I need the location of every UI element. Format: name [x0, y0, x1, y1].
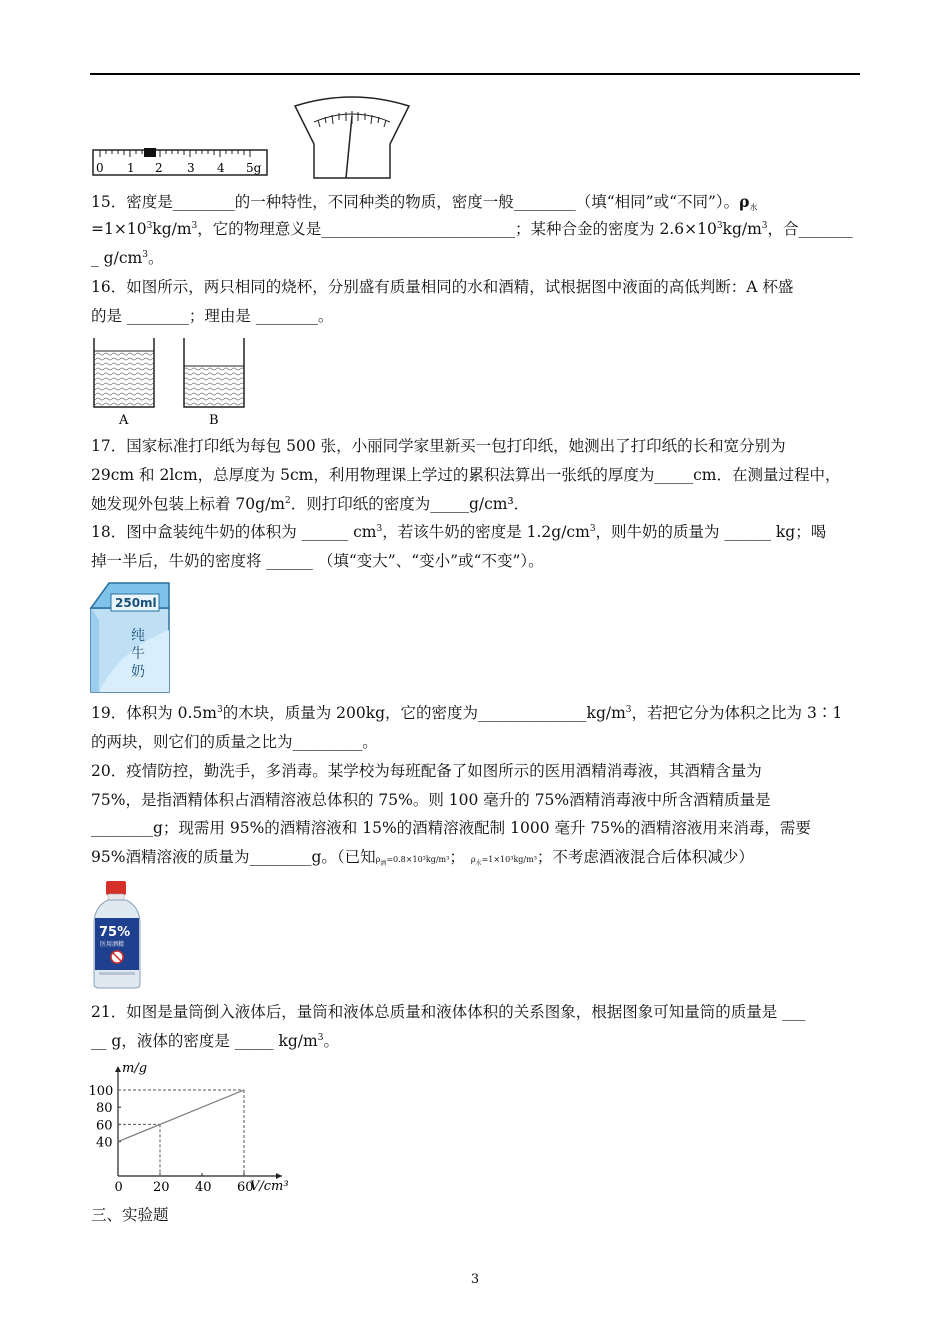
balance-dial-figure	[292, 94, 412, 180]
q17-text-3a: 她发现外包装上标着 70g/m	[91, 495, 285, 513]
sup-exp: 3	[191, 221, 198, 231]
q16-line-2: 的是 ________；理由是 ________。	[91, 307, 334, 325]
sup-exp: 3	[625, 705, 632, 715]
sup-exp: 3	[716, 221, 723, 231]
y-tick-label: 60	[96, 1118, 113, 1134]
balance-ruler-figure	[90, 93, 280, 178]
rho-subscript: 水	[749, 203, 758, 212]
sup-exp: 2	[285, 496, 291, 506]
ruler-body	[93, 150, 267, 175]
carton-char-2: 牛	[131, 646, 145, 662]
q15-line-1	[91, 187, 861, 217]
q18-text-1a: 18．图中盒装纯牛奶的体积为 ______ cm	[91, 523, 377, 541]
beaker-b-liquid	[184, 366, 244, 407]
q19-text-1a: 19．体积为 0.5m	[91, 704, 217, 722]
q19-line-2: 的两块，则它们的质量之比为_________。	[91, 733, 378, 751]
q19-text-1c: 的木块，质量为 200kg，它的密度为______________kg/m	[222, 704, 626, 722]
bottle-cap	[106, 881, 126, 895]
page-number: 3	[470, 1272, 480, 1287]
y-axis-arrow	[115, 1066, 121, 1072]
q21-line-1: 21．如图是量筒倒入液体后，量筒和液体总质量和液体体积的关系图象，根据图象可知量筒的质量是 ___	[91, 1003, 806, 1021]
carton-char-3: 奶	[131, 664, 145, 680]
q20-line-1: 20．疫情防控，勤洗手，多消毒。某学校为每班配备了如图所示的医用酒精消毒液，其酒精含量为	[91, 762, 762, 780]
q20-alcohol-density: =0.8×10³kg/m³	[386, 855, 450, 864]
q15-line-2	[91, 215, 861, 244]
sup-exp: 3	[317, 1033, 324, 1043]
q19-text-1e: ，若把它分为体积之比为 3∶1	[631, 704, 843, 722]
ruler-tick-4: 4	[217, 161, 225, 175]
q21-text-2c: 。	[323, 1032, 339, 1050]
q17-line-1: 17．国家标准打印纸为每包 500 张，小丽同学家里新买一包打印纸，她测出了打印纸的长和宽分别为	[91, 437, 786, 455]
q18-text-1c: ，若该牛奶的密度是 1.2g/cm	[382, 523, 590, 541]
beaker-a-label: A	[119, 413, 129, 428]
sup-exp: 3	[217, 705, 223, 715]
q15-text-2e: ，它的物理意义是_________________________；某种合金的密度为 2.6×10	[197, 220, 717, 238]
beakers-figure	[88, 336, 253, 428]
sup-exp: 3	[376, 524, 383, 534]
ruler-tick-2: 2	[155, 161, 163, 175]
series-line	[118, 1090, 244, 1142]
x-tick-label: 20	[153, 1180, 170, 1195]
q15-text-2g: kg/m	[722, 220, 762, 238]
q21-text-2a: __ g，液体的密度是 _____ kg/m	[91, 1032, 318, 1050]
q18-text-1e: ，则牛奶的质量为 ______ kg；喝	[595, 523, 827, 541]
bottle-percent: 75%	[99, 925, 131, 940]
q20-text-4i: ；不考虑酒液混合后体积减少）	[536, 848, 754, 866]
x-tick-label: 60	[237, 1180, 254, 1195]
q18-line-1	[91, 518, 861, 547]
alcohol-bottle-figure	[91, 880, 143, 990]
q21-line-2	[91, 1027, 861, 1056]
rho-symbol: ρ	[470, 855, 476, 864]
q20-water-density: =1×10³kg/m³	[481, 855, 537, 864]
carton-char-1: 纯	[131, 628, 145, 644]
y-tick-label: 40	[96, 1135, 113, 1151]
q15-text-3a: _ g/cm	[91, 249, 143, 267]
dial-housing	[295, 97, 409, 178]
x-axis-label: V/cm³	[250, 1179, 289, 1194]
rho-subscript: 水	[475, 860, 482, 867]
y-tick-label: 80	[96, 1101, 113, 1117]
q17-line-2: 29cm 和 2lcm，总厚度为 5cm，利用物理课上学过的累积法算出一张纸的厚度为_____cm．在测量过程中，	[91, 466, 841, 484]
q15-text-3c: 。	[147, 249, 164, 267]
q15-text-1: 15．密度是________的一种特性，不同种类的物质，密度一般________（填“相同”或“不同”）。	[91, 193, 740, 211]
q17-line-3	[91, 490, 861, 519]
q15-text-2i: ，合_______	[767, 220, 853, 238]
header-rule	[90, 73, 860, 75]
q20-sep: ；	[449, 848, 465, 866]
q15-text-2c: kg/m	[152, 220, 192, 238]
q15-text-2a: =1×10	[91, 220, 147, 238]
rho-subscript: 酒	[380, 860, 387, 867]
q20-line-4	[91, 843, 861, 874]
beaker-a-liquid	[94, 351, 154, 407]
rho-symbol: ρ	[739, 192, 750, 211]
q18-line-2: 掉一半后，牛奶的密度将 ______ （填“变大”、“变小”或“不变”）。	[91, 552, 544, 570]
ruler-rider	[144, 148, 156, 157]
y-tick-label: 100	[88, 1084, 114, 1099]
y-axis-label: m/g	[122, 1061, 148, 1076]
carton-volume-label: 250ml	[115, 596, 157, 610]
q15-line-3	[91, 244, 861, 273]
ruler-tick-1: 1	[127, 161, 135, 175]
mass-volume-chart	[86, 1058, 306, 1198]
sup-exp: 3	[142, 250, 148, 260]
beaker-b-label: B	[209, 413, 219, 428]
rho-symbol: ρ	[375, 855, 381, 864]
x-tick-label: 0	[114, 1180, 123, 1195]
sup-exp: 3	[589, 524, 596, 534]
ruler-tick-0: 0	[96, 161, 104, 175]
q20-line-3: ________g；现需用 95%的酒精溶液和 15%的酒精溶液配制 1000 毫升 75%的酒精溶液用来消毒，需要	[91, 819, 811, 837]
x-tick-label: 40	[195, 1180, 212, 1195]
milk-carton-figure	[89, 580, 171, 694]
q16-line-1: 16．如图所示，两只相同的烧杯，分别盛有质量相同的水和酒精，试根据图中液面的高低判断：A 杯盛	[91, 278, 794, 296]
q20-text-4a: 95%酒精溶液的质量为________g。（已知	[91, 848, 376, 866]
sup-exp: 3	[146, 221, 153, 231]
section-title: 三、实验题	[91, 1206, 169, 1224]
q19-line-1	[91, 699, 861, 728]
q20-line-2: 75%，是指酒精体积占酒精溶液总体积的 75%。则 100 毫升的 75%酒精消毒液中所含酒精质量是	[91, 791, 771, 809]
bottle-sublabel: 医用酒精	[100, 941, 125, 948]
q17-text-3c: ．则打印纸的密度为_____g/cm³．	[290, 495, 530, 513]
sup-exp: 3	[761, 221, 768, 231]
ruler-tick-5: 5g	[246, 161, 262, 175]
ruler-tick-3: 3	[187, 161, 195, 175]
